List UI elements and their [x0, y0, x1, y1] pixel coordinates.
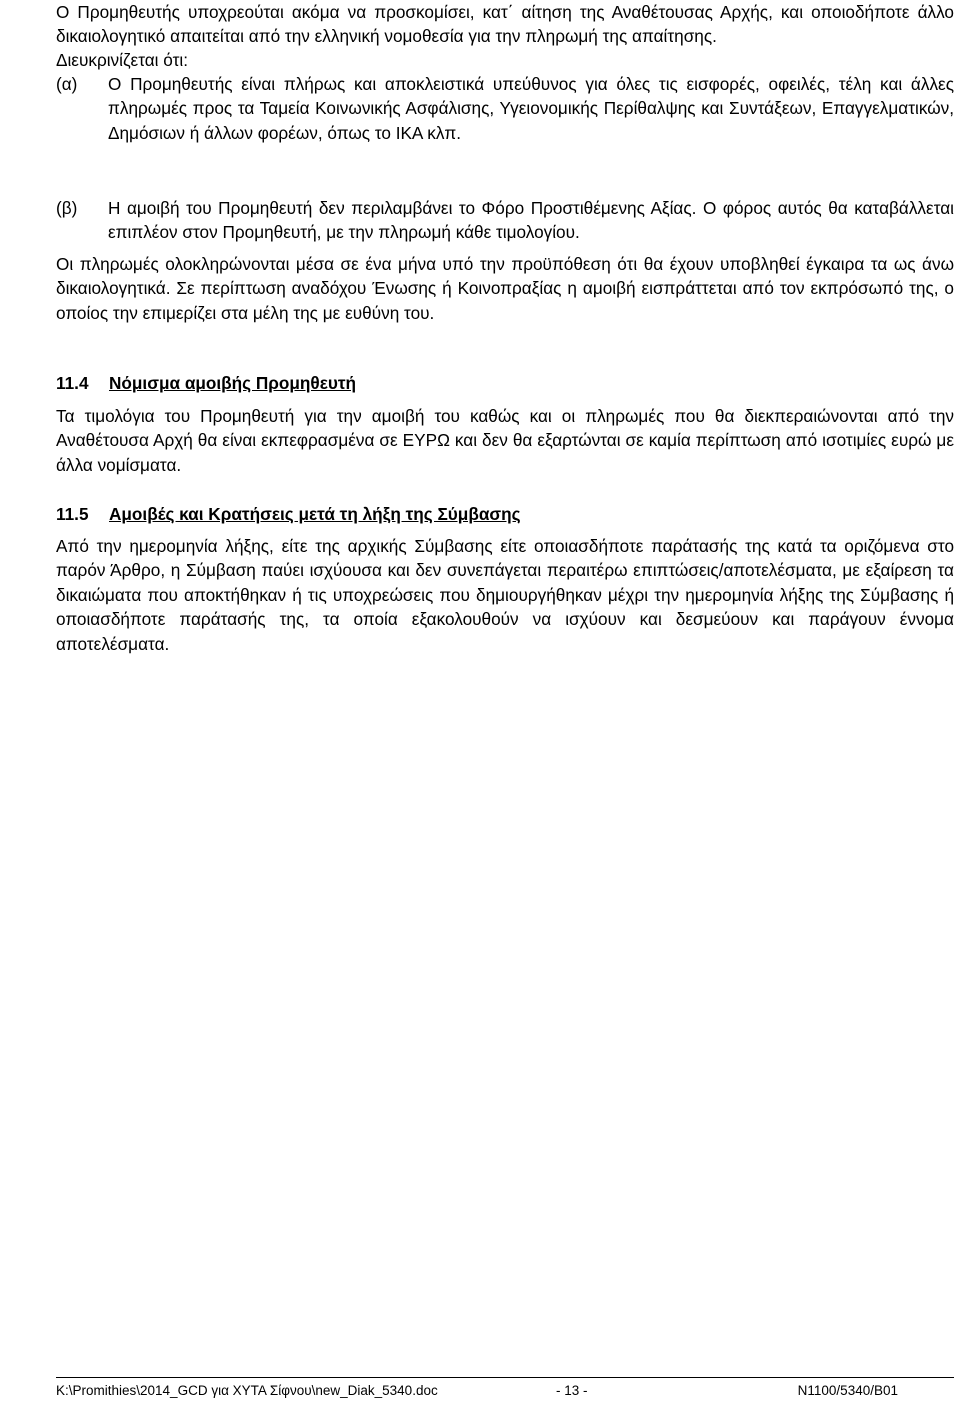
- list-item-b: [56, 196, 954, 245]
- list-text-a: Ο Προμηθευτής είναι πλήρως και αποκλειστικά υπεύθυνος για όλες τις εισφορές, οφειλές, τέλη και άλλες πληρωμές προς τα Ταμεία Κοινωνικής Ασφάλισης, Υγειονομικής Περίθαλψης και Συντάξεων, Επαγγελματικών, Δημόσιων ή άλλων φορέων, όπως το ΙΚΑ κλπ.: [108, 74, 954, 143]
- section-body-11-4: Τα τιμολόγια του Προμηθευτή για την αμοιβή του καθώς και οι πληρωμές που θα διεκπεραιώνονται από την Αναθέτουσα Αρχή θα είναι εκπεφρασμένα σε ΕΥΡΩ και δεν θα εξαρτώνται σε καμία περίπτωση από ισοτιμίες ευρώ με άλλα νομίσματα.: [56, 406, 954, 475]
- footer-reference: N1100/5340/B01: [797, 1383, 898, 1398]
- page-footer: [56, 1377, 954, 1398]
- list-text-b: Η αμοιβή του Προμηθευτή δεν περιλαμβάνει το Φόρο Προστιθέμενης Αξίας. Ο φόρος αυτός θα καταβάλλεται επιπλέον στον Προμηθευτή, με την πληρωμή κάθε τιμολογίου.: [108, 198, 954, 243]
- intro-paragraph: Ο Προμηθευτής υποχρεούται ακόμα να προσκομίσει, κατ΄ αίτηση της Αναθέτουσας Αρχής, και οποιοδήποτε άλλο δικαιολογητικό απαιτείται από την ελληνική νομοθεσία για την πληρωμή της απαίτησης.: [56, 2, 954, 47]
- section-number: 11.5: [56, 504, 89, 524]
- list-marker-a: (α): [56, 74, 78, 94]
- section-number: 11.4: [56, 373, 89, 393]
- section-title: Αμοιβές και Κρατήσεις μετά τη λήξη της Σύμβασης: [109, 504, 521, 524]
- section-body-11-5: Από την ημερομηνία λήξης, είτε της αρχικής Σύμβασης είτε οποιασδήποτε παράτασής της κατά τα οριζόμενα στο παρόν Άρθρο, η Σύμβαση παύει ισχύουσα και δεν συνεπάγεται περαιτέρω επιπτώσεις/αποτελέσματα, με εξαίρεση τα δικαιώματα που αποκτήθηκαν ή τις υποχρεώσεις που δημιουργήθηκαν μέχρι την ημερομηνία λήξης της Σύμβασης ή οποιασδήποτε παράτασής της, τα οποία εξακολουθούν να ισχύουν και δεσμεύουν και παράγουν έννομα αποτελέσματα.: [56, 536, 954, 654]
- clarification-heading: Διευκρινίζεται ότι:: [56, 50, 188, 70]
- section-title: Νόμισμα αμοιβής Προμηθευτή: [109, 373, 357, 393]
- section-heading-11-4: [56, 371, 356, 395]
- footer-file-path: K:\Promithies\2014_GCD για ΧΥΤΑ Σίφνου\new_Diak_5340.doc: [56, 1383, 438, 1398]
- payments-paragraph: Οι πληρωμές ολοκληρώνονται μέσα σε ένα μήνα υπό την προϋπόθεση ότι θα έχουν υποβληθεί έγκαιρα τα ως άνω δικαιολογητικά. Σε περίπτωση αναδόχου Ένωσης ή Κοινοπραξίας η αμοιβή εισπράττεται από τον εκπρόσωπό της, ο οποίος την επιμερίζει στα μέλη της με ευθύνη του.: [56, 254, 954, 323]
- footer-page-number: - 13 -: [556, 1383, 588, 1398]
- list-marker-b: (β): [56, 198, 78, 218]
- list-item-a: [56, 72, 954, 145]
- section-heading-11-5: [56, 502, 521, 526]
